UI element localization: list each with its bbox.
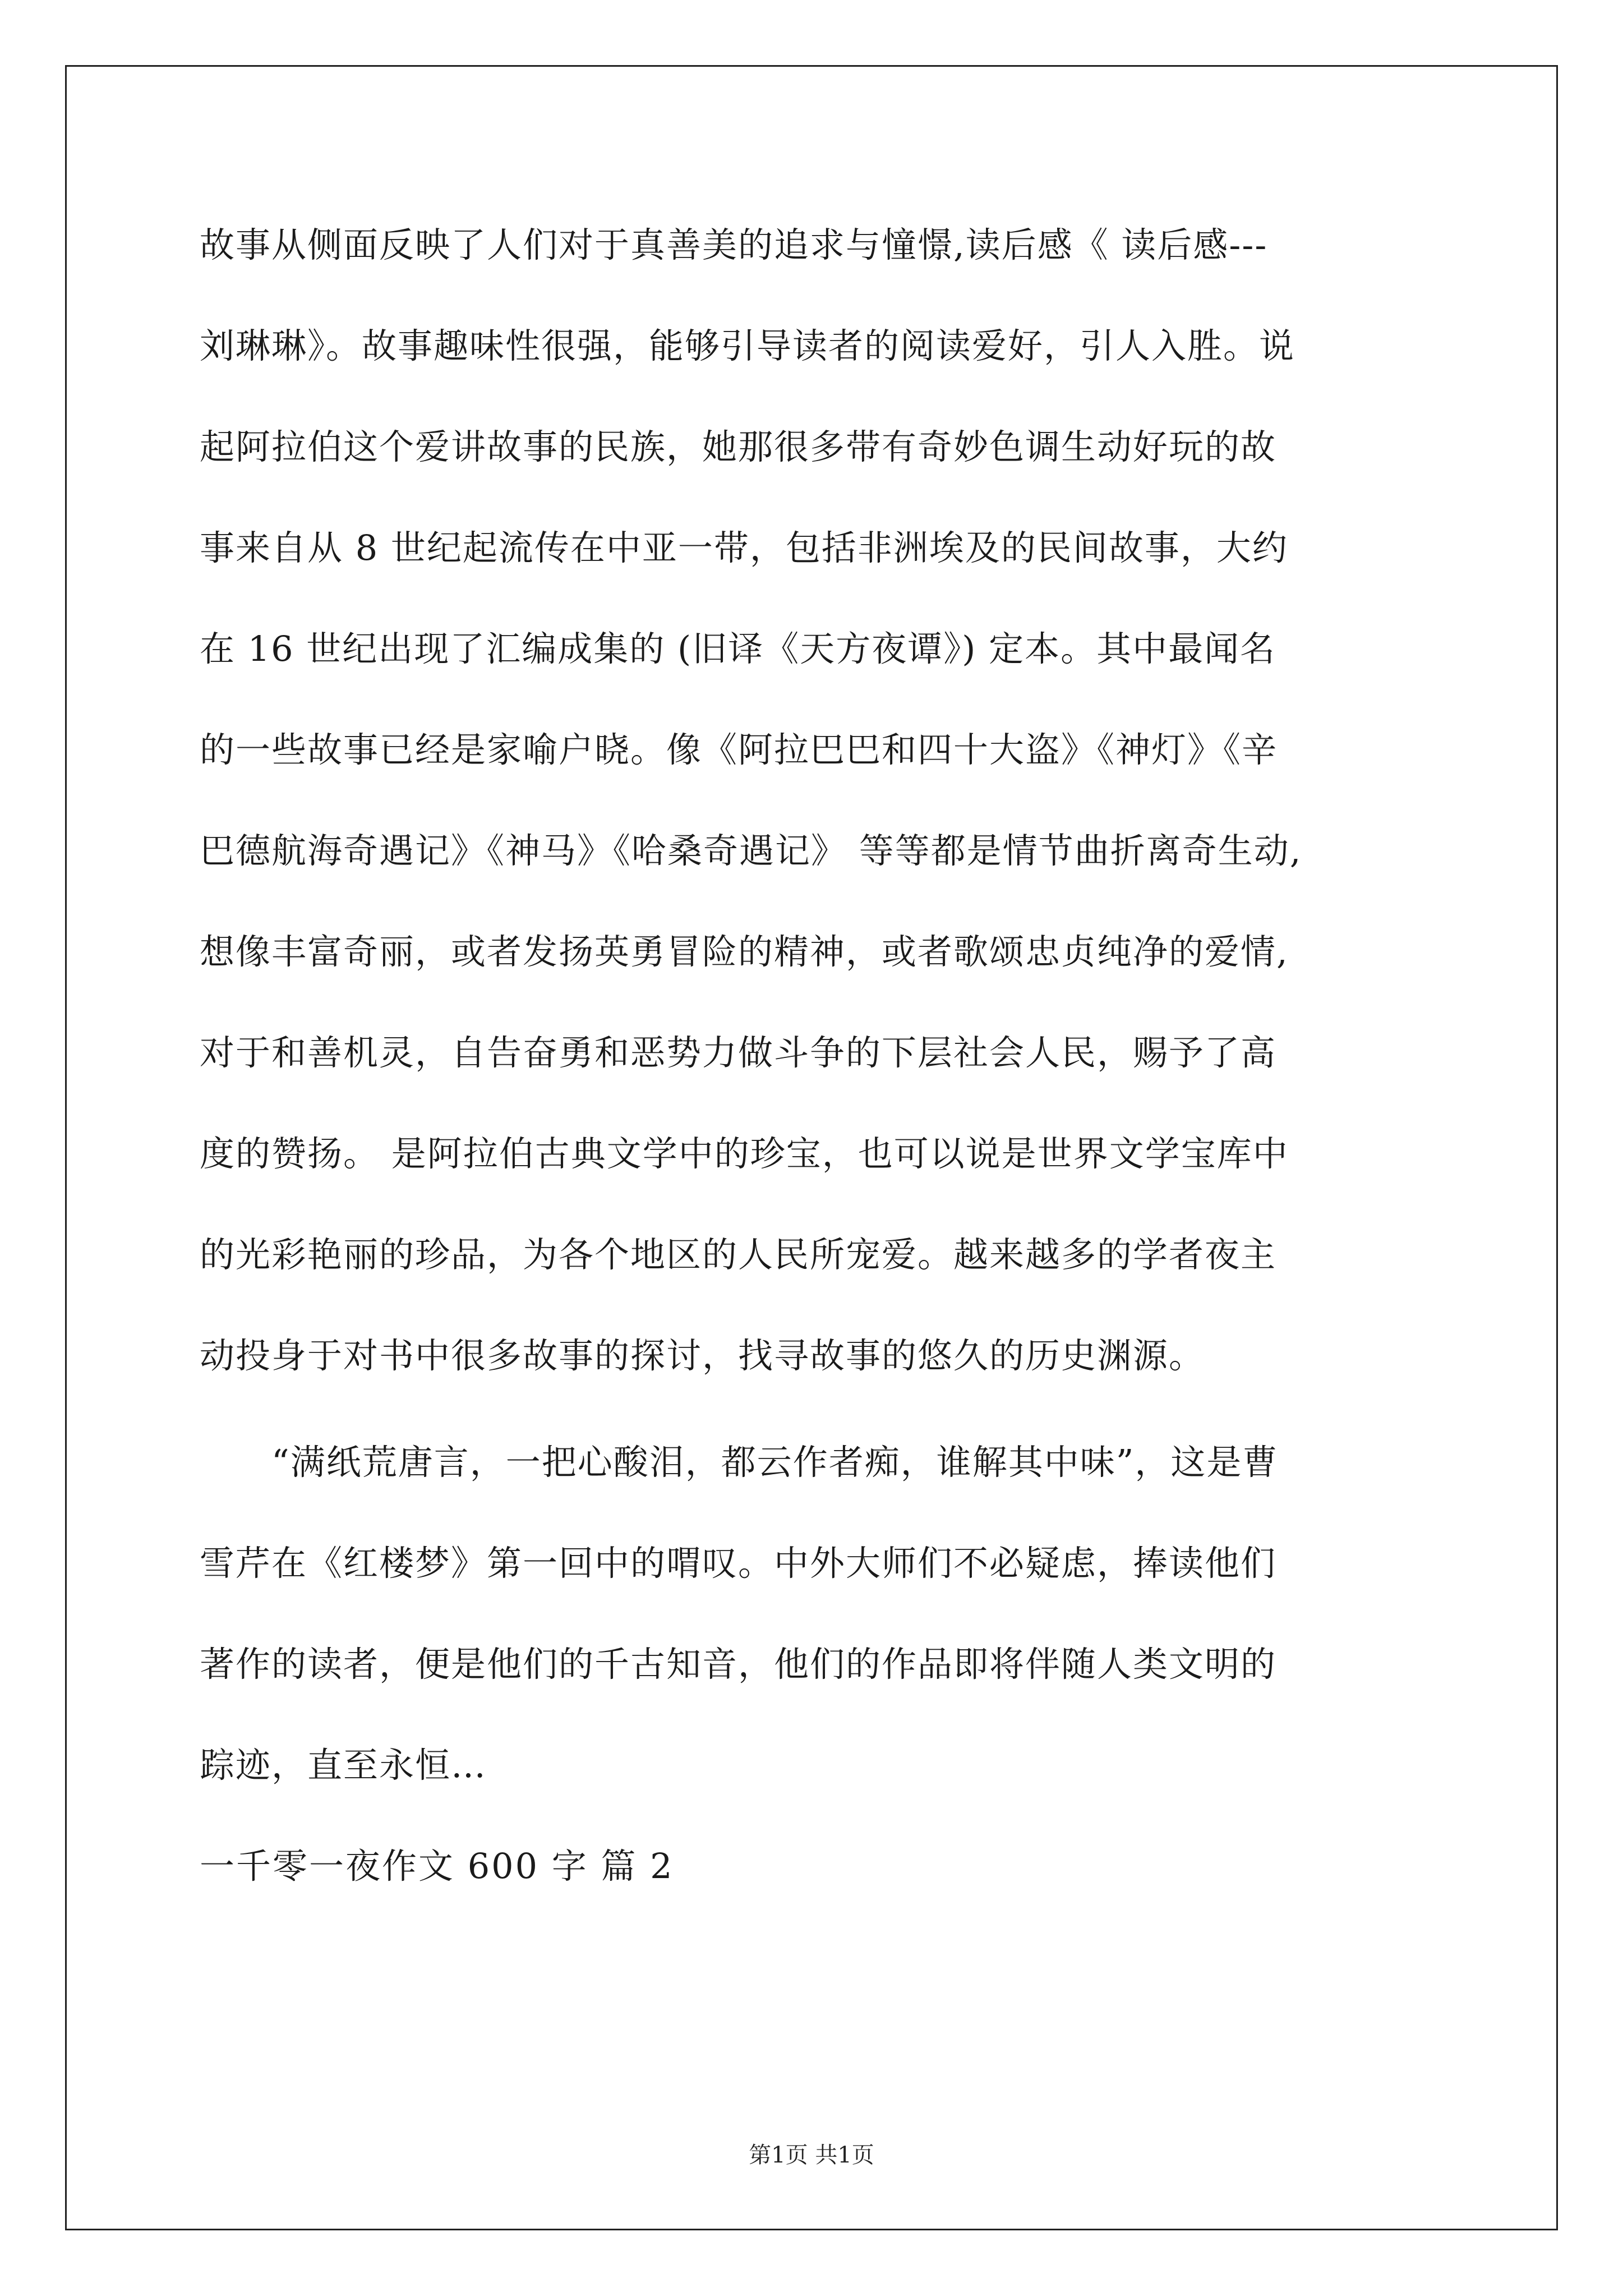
paragraph-line: 故事从侧面反映了人们对于真善美的追求与憧憬,读后感《 读后感--- (200, 224, 1268, 265)
paragraph-line: 的光彩艳丽的珍品，为各个地区的人民所宠爱。越来越多的学者夜主 (200, 1234, 1277, 1275)
paragraph-line: 对于和善机灵，自告奋勇和恶势力做斗争的下层社会人民，赐予了高 (200, 1032, 1277, 1073)
section-heading: 一千零一夜作文 600 字 篇 2 (200, 1846, 674, 1887)
paragraph-line: 巴德航海奇遇记》《神马》《哈桑奇遇记》 等等都是情节曲折离奇生动, (200, 830, 1302, 871)
paragraph-line: 想像丰富奇丽，或者发扬英勇冒险的精神，或者歌颂忠贞纯净的爱情, (200, 931, 1289, 972)
paragraph-line: 起阿拉伯这个爱讲故事的民族，她那很多带有奇妙色调生动好玩的故 (200, 426, 1277, 467)
paragraph-line: 雪芹在《红楼梦》第一回中的喟叹。中外大师们不必疑虑，捧读他们 (200, 1543, 1277, 1584)
paragraph-line: 在 16 世纪出现了汇编成集的 (旧译《天方夜谭》) 定本。其中最闻名 (200, 628, 1276, 669)
paragraph-line: 刘琳琳》。故事趣味性很强，能够引导读者的阅读爱好，引人入胜。说 (200, 325, 1295, 366)
paragraph-line: 的一些故事已经是家喻户晓。像《阿拉巴巴和四十大盗》《神灯》《辛 (200, 729, 1278, 770)
paragraph-line: “满纸荒唐言，一把心酸泪，都云作者痴，谁解其中味”，这是曹 (271, 1442, 1279, 1483)
paragraph-line: 事来自从 8 世纪起流传在中亚一带，包括非洲埃及的民间故事，大约 (200, 527, 1288, 568)
paragraph-line: 踪迹，直至永恒… (200, 1745, 487, 1786)
page-footer: 第1页 共1页 (749, 2142, 874, 2168)
paragraph-line: 度的赞扬。 是阿拉伯古典文学中的珍宝，也可以说是世界文学宝库中 (200, 1133, 1289, 1174)
paragraph-line: 著作的读者，便是他们的千古知音，他们的作品即将伴随人类文明的 (200, 1644, 1277, 1685)
paragraph-line: 动投身于对书中很多故事的探讨，找寻故事的悠久的历史渊源。 (200, 1335, 1205, 1376)
